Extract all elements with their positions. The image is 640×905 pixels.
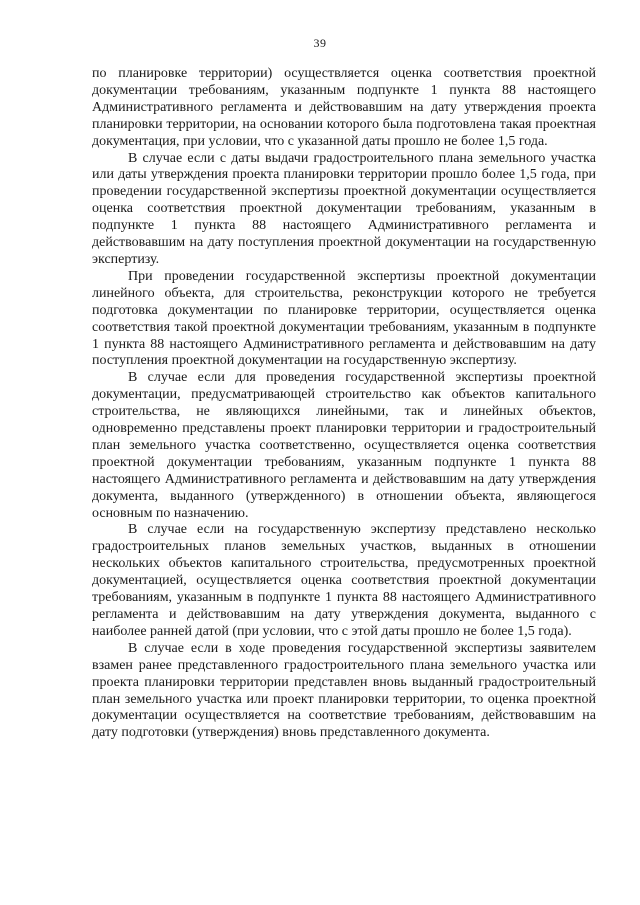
paragraph-replacement-plan: В случае если в ходе проведения государственной экспертизы заявителем взамен ранее представленного градостроительного плана земельного участка или проекта планировки территории представлен вновь выданный градостроительный план земельного участка или проект планировки территории, то оценка проектной документации осуществляется на соответствие требованиям, действовавшим на дату подготовки (утверждения) вновь представленного документа. <box>92 640 596 741</box>
paragraph-multiple-plans: В случае если на государственную экспертизу представлено несколько градостроительных планов земельных участков, выданных в отношении нескольких объектов капитального строительства, предусмотренных проектной документацией, осуществляется оценка соответствия проектной документации требованиям, указанным в подпункте 1 пункта 88 настоящего Административного регламента и действовавшим на дату утверждения документа, выданного с наиболее ранней датой (при условии, что с этой даты прошло не более 1,5 года). <box>92 522 596 639</box>
paragraph-continuation: по планировке территории) осуществляется оценка соответствия проектной документации требованиям, указанным подпункте 1 пункта 88 настоящего Административного регламента и действовавшим на дату утверждения проекта планировки территории, на основании которого была подготовлена такая проектная документация, при условии, что с указанной даты прошло не более 1,5 года. <box>92 66 596 149</box>
page-number: 39 <box>313 36 327 50</box>
document-body <box>92 66 596 742</box>
paragraph-linear-object: При проведении государственной экспертизы проектной документации линейного объекта, для строительства, реконструкции которого не требуется подготовка документации по планировке территории, осуществляется оценка соответствия такой проектной документации требованиям, указанным в подпункте 1 пункта 88 настоящего Административного регламента и действовавшим на дату поступления проектной документации на государственную экспертизу. <box>92 268 596 369</box>
paragraph-mixed-objects: В случае если для проведения государственной экспертизы проектной документации, предусматривающей строительство как объектов капитального строительства, не являющихся линейными, так и линейных объектов, одновременно представлены проект планировки территории и градостроительный план земельного участка соответственно, осуществляется оценка соответствия проектной документации требованиям, указанным подпункте 1 пункта 88 настоящего Административного регламента и действовавшим на дату утверждения документа, выданного (утвержденного) в отношении объекта, являющегося основным по назначению. <box>92 370 596 521</box>
paragraph-expired-plan: В случае если с даты выдачи градостроительного плана земельного участка или даты утверждения проекта планировки территории прошло более 1,5 года, при проведении государственной экспертизы проектной документации осуществляется оценка соответствия проектной документации требованиям, указанным в подпункте 1 пункта 88 настоящего Административного регламента и действовавшим на дату поступления проектной документации на государственную экспертизу. <box>92 150 596 267</box>
